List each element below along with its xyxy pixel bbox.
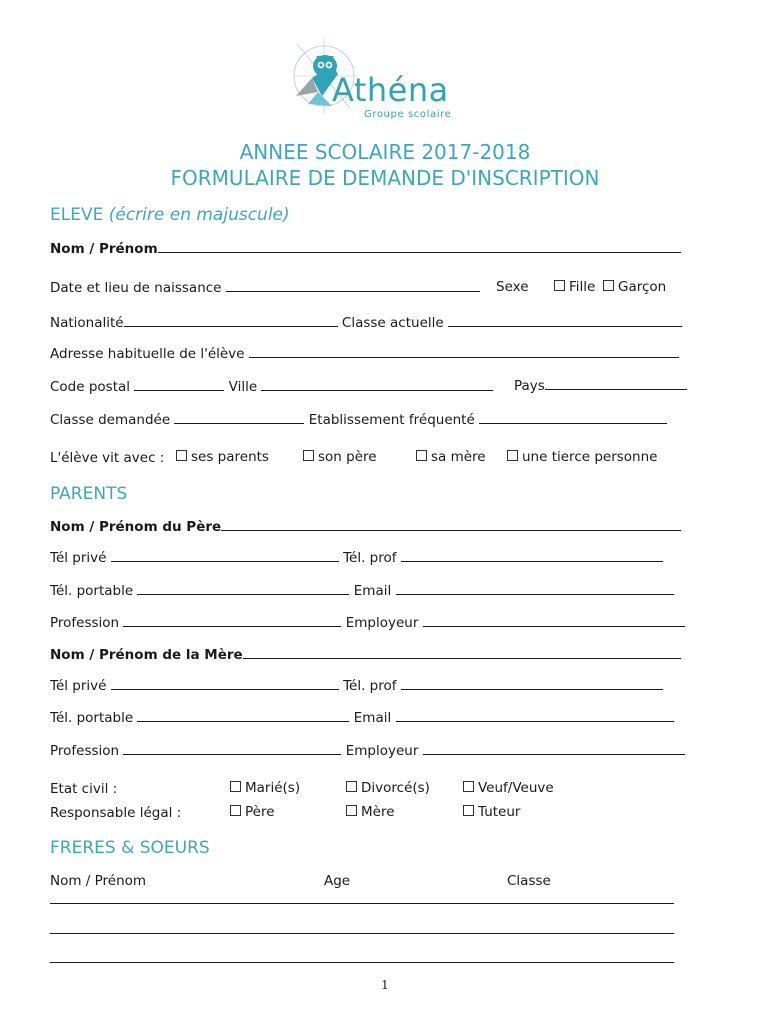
field-mere-portable [50,709,674,727]
input-pays[interactable] [545,378,687,390]
label-date-lieu: Date et lieu de naissance [50,280,222,296]
label-mere-portable: Tél. portable [50,710,134,726]
field-pere-tel [50,549,663,567]
field-adresse [50,345,679,363]
input-pere-tel-prof[interactable] [401,550,663,562]
section-freres-soeurs: FRERES & SOEURS [50,838,210,858]
input-mere-profession[interactable] [123,743,341,755]
input-nom-prenom[interactable] [158,241,681,253]
label-pere-email: Email [353,583,392,599]
checkbox-ses-parents-box[interactable] [176,450,187,461]
label-etat-civil: Etat civil : [50,781,118,797]
sibling-row-3[interactable] [50,962,674,963]
checkbox-divorce-box[interactable] [346,781,357,792]
checkbox-sa-mere-box[interactable] [416,450,427,461]
label-mere-profession: Profession [50,743,120,759]
input-etablissement[interactable] [479,412,667,424]
section-eleve-note: (écrire en majuscule) [108,205,290,225]
label-mere-tel-prive: Tél privé [50,678,107,694]
field-nom-mere [50,646,681,664]
label-divorce: Divorcé(s) [361,780,430,796]
field-pere-profession [50,614,685,632]
label-pere-portable: Tél. portable [50,583,134,599]
checkbox-fille[interactable] [554,279,595,295]
label-classe-demandee: Classe demandée [50,412,171,428]
input-nationalite[interactable] [124,315,338,327]
field-pere-portable [50,582,674,600]
label-ville: Ville [228,379,258,395]
input-pere-profession[interactable] [123,615,341,627]
input-pere-email[interactable] [396,583,674,595]
label-fille: Fille [569,279,596,295]
label-tierce: une tierce personne [522,449,658,465]
label-adresse: Adresse habituelle de l'élève [50,346,245,362]
checkbox-marie[interactable] [230,780,300,796]
field-mere-profession [50,742,685,760]
checkbox-fille-box[interactable] [554,280,565,291]
input-mere-employeur[interactable] [423,743,685,755]
sibling-row-2[interactable] [50,933,674,934]
label-resp-mere: Mère [361,804,395,820]
label-mere-email: Email [353,710,392,726]
input-pere-employeur[interactable] [423,615,685,627]
input-pere-tel-prive[interactable] [111,550,339,562]
label-marie: Marié(s) [245,780,301,796]
input-ville[interactable] [261,379,493,391]
label-vit-avec: L'élève vit avec : [50,450,165,466]
checkbox-ses-parents[interactable] [176,449,269,465]
field-nom-pere [50,518,681,536]
field-date-lieu [50,279,480,297]
input-date-lieu[interactable] [226,280,480,292]
field-vit-avec [50,449,164,467]
label-sexe: Sexe [496,279,529,295]
checkbox-garcon[interactable] [603,279,666,295]
label-veuf: Veuf/Veuve [478,780,554,796]
label-nom-mere: Nom / Prénom de la Mère [50,647,243,663]
label-pere-tel-prof: Tél. prof [343,550,397,566]
label-garcon: Garçon [618,279,667,295]
column-classe: Classe [507,873,551,889]
checkbox-resp-tuteur-box[interactable] [463,805,474,816]
label-classe-actuelle: Classe actuelle [341,315,444,331]
input-classe-demandee[interactable] [174,412,304,424]
input-mere-portable[interactable] [137,710,349,722]
checkbox-resp-pere-box[interactable] [230,805,241,816]
label-responsable: Responsable légal : [50,805,182,821]
section-eleve [50,205,290,225]
checkbox-resp-tuteur[interactable] [463,804,520,820]
input-mere-tel-prof[interactable] [401,678,663,690]
checkbox-son-pere[interactable] [303,449,377,465]
label-nationalite: Nationalité [50,315,124,331]
field-nom-prenom [50,240,681,258]
label-pere-profession: Profession [50,615,120,631]
label-etablissement: Etablissement fréquenté [308,412,475,428]
checkbox-divorce[interactable] [346,780,430,796]
checkbox-resp-pere[interactable] [230,804,275,820]
label-son-pere: son père [318,449,377,465]
section-parents: PARENTS [50,484,128,504]
page-number: 1 [381,978,389,992]
field-pays [514,378,687,394]
column-age: Age [324,873,351,889]
input-mere-email[interactable] [396,710,674,722]
field-sexe [496,279,529,295]
label-nom-pere: Nom / Prénom du Père [50,519,222,535]
label-mere-tel-prof: Tél. prof [343,678,397,694]
checkbox-tierce-box[interactable] [507,450,518,461]
sibling-row-1[interactable] [50,903,674,904]
label-code-postal: Code postal [50,379,131,395]
label-resp-tuteur: Tuteur [478,804,521,820]
label-pere-tel-prive: Tél privé [50,550,107,566]
input-mere-tel-prive[interactable] [111,678,339,690]
label-ses-parents: ses parents [191,449,269,465]
checkbox-veuf-box[interactable] [463,781,474,792]
label-pays: Pays [514,378,545,394]
title-school-year: ANNEE SCOLAIRE 2017-2018 [239,140,531,164]
input-nom-pere[interactable] [221,519,681,531]
input-code-postal[interactable] [134,379,224,391]
input-adresse[interactable] [249,346,679,358]
checkbox-tierce[interactable] [507,449,657,465]
checkbox-garcon-box[interactable] [603,280,614,291]
checkbox-resp-mere[interactable] [346,804,395,820]
field-mere-tel [50,677,663,695]
checkbox-marie-box[interactable] [230,781,241,792]
checkbox-veuf[interactable] [463,780,554,796]
field-code-postal [50,378,493,396]
section-eleve-title: ELEVE [50,205,104,225]
field-nationalite [50,314,682,332]
label-pere-employeur: Employeur [345,615,419,631]
input-classe-actuelle[interactable] [448,315,682,327]
school-logo [282,34,482,124]
checkbox-resp-mere-box[interactable] [346,805,357,816]
column-nom-prenom: Nom / Prénom [50,873,147,889]
label-nom-prenom: Nom / Prénom [50,241,158,257]
label-resp-pere: Père [245,804,275,820]
title-form-name: FORMULAIRE DE DEMANDE D'INSCRIPTION [170,166,600,190]
checkbox-son-pere-box[interactable] [303,450,314,461]
label-sa-mere: sa mère [431,449,486,465]
input-pere-portable[interactable] [137,583,349,595]
logo-tagline: Groupe scolaire [364,109,452,120]
input-nom-mere[interactable] [243,647,681,659]
checkbox-sa-mere[interactable] [416,449,486,465]
field-classe-demandee [50,411,667,429]
label-mere-employeur: Employeur [345,743,419,759]
logo-name: Athéna [332,71,449,109]
